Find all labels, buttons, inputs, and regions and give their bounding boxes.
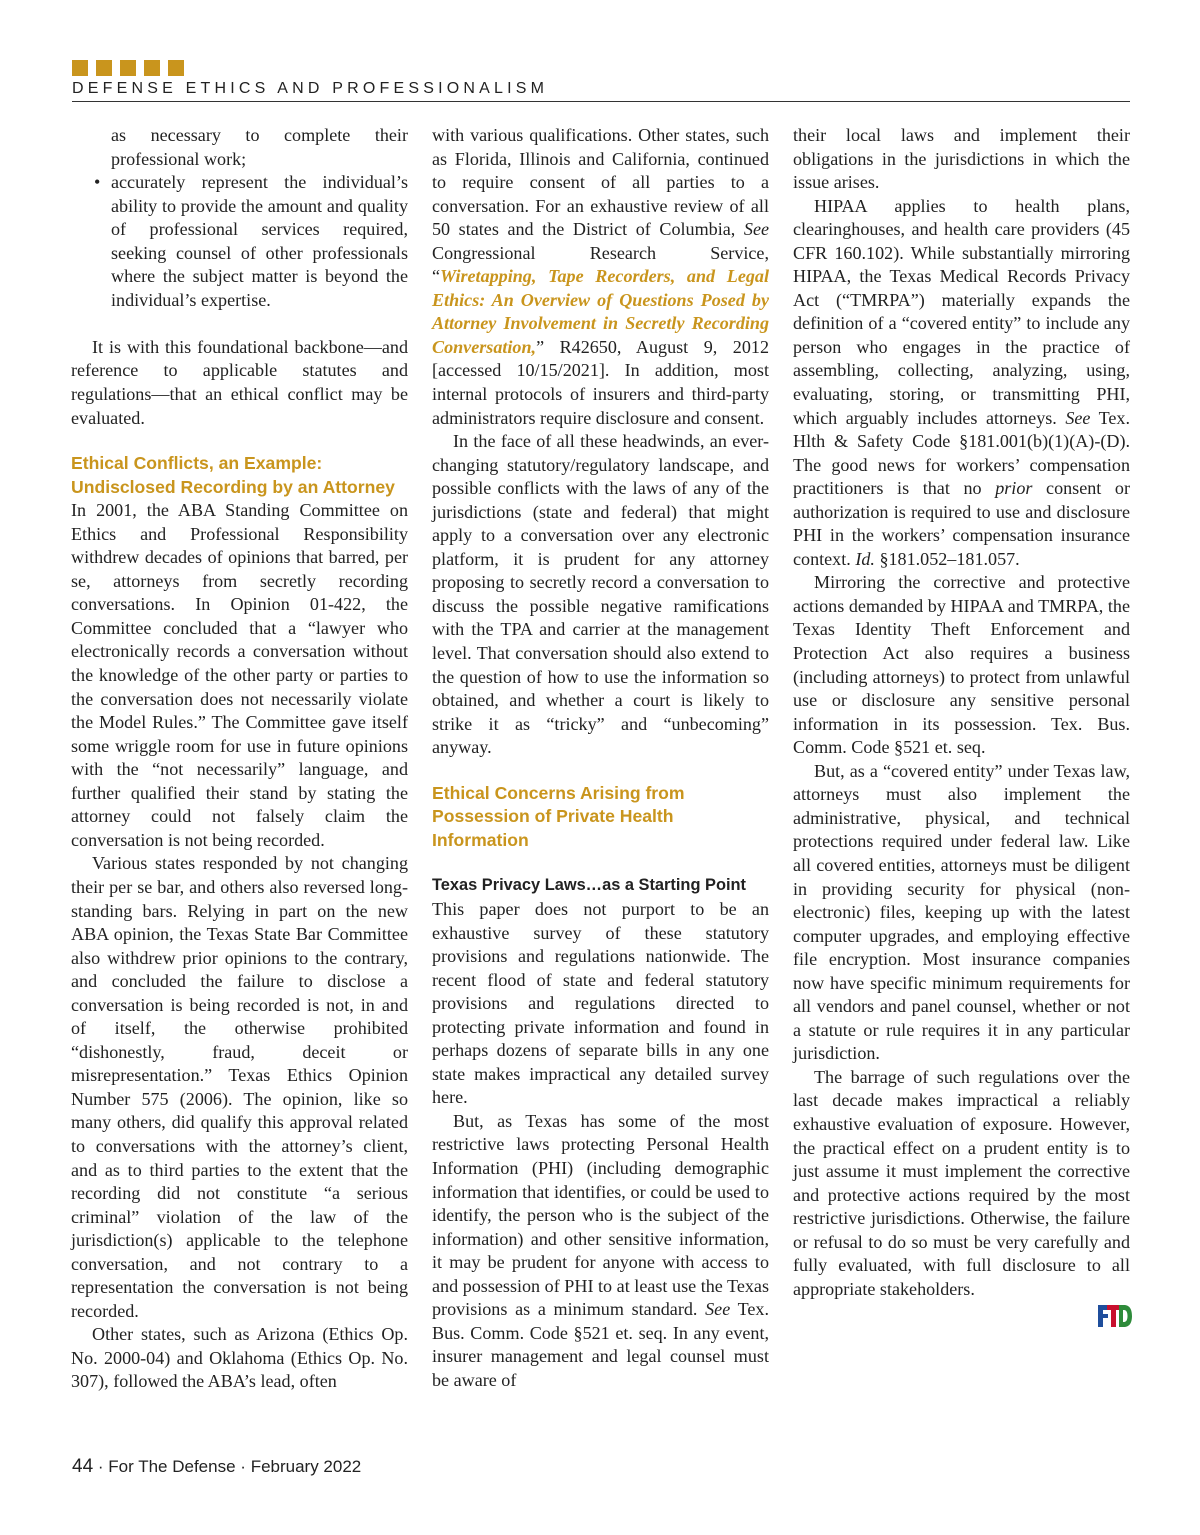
paragraph	[793, 195, 1130, 572]
crs-report-title: Wiretapping, Tape Recorders, and Legal Ethics: An Overview of Questions Posed by Attorney Involvement in Secretly Recording Conversation,	[432, 266, 769, 357]
paragraph: Various states responded by not changing their per se bar, and others also reversed long-standing bars. Relying in part on the new ABA opinion, the Texas State Bar Committee also withdrew prior opinions to the contrary, and concluded the failure to disclose a conversation is being recorded is not, in and of itself, the otherwise prohibited “dishonestly, fraud, deceit or misrepresentation.” Texas Ethics Opinion Number 575 (2006). The opinion, like so many others, did qualify this approval related to conversations with the attorney’s client, and as to third parties to the extent that the recording did not constitute “a serious criminal” violation of the law of the jurisdiction(s) applicable to the telephone conversation, and not contrary to a representation the conversation is not being recorded.	[71, 853, 408, 1321]
text-run: ” R42650, August 9, 2012 [accessed 10/15/2021]. In addition, most internal protocols of insurers and third-party administrators require disclosure and consent.	[432, 336, 769, 428]
subheading-texas: Texas Privacy Laws…as a Starting Point	[432, 876, 746, 895]
text-run: HIPAA applies to health plans, clearinghouses, and health care providers (45 CFR 160.102). While substantially mirroring HIPAA, the Texas Medical Records Privacy Act (“TMRPA”) materially expands the definition of a “covered entity” to include any person who engages in the practice of assembling, collecting, analyzing, using, evaluating, storing, or transmitting PHI, which arguably includes attorneys.	[793, 195, 1130, 428]
paragraph: This paper does not purport to be an exhaustive survey of these statutory provisions and regulations nationwide. The recent flood of state and federal statutory provisions and regulations directed to protecting private information and found in perhaps dozens of separate bills in any one state makes impractical any detailed survey here.	[432, 898, 769, 1108]
column-3	[793, 124, 1130, 1301]
header-square	[144, 60, 160, 76]
footer-separator: ·	[97, 1457, 104, 1476]
paragraph: It is with this foundational backbone—and reference to applicable statutes and regulations—that an ethical conflict may be evaluated.	[71, 336, 408, 428]
heading-line: Undisclosed Recording by an Attorney	[71, 476, 395, 497]
list-item-continuation: as necessary to complete their professional work;	[111, 125, 408, 169]
section-heading-conflicts	[71, 452, 408, 499]
column-2	[432, 124, 769, 1392]
paragraph: But, as a “covered entity” under Texas law, attorneys must also implement the administrative, physical, and technical protections required under federal law. Like all covered entities, attorneys must be diligent in providing security for physical (non-electronic) files, keeping up with the latest computer upgrades, and employing effective file encryption. Most insurance companies now have specific minimum requirements for all vendors and panel counsel, whether or not a statute or rule requires it in any particular jurisdiction.	[793, 760, 1130, 1064]
publication-name: For The Defense	[108, 1457, 236, 1476]
paragraph: The barrage of such regulations over the last decade makes impractical a reliably exhaustive evaluation of exposure. However, the practical effect on a prudent entity is to just assume it must implement the corrective and protective actions required by the most restrictive jurisdictions. Otherwise, the failure or refusal to do so must be very carefully and fully evaluated, with full disclosure to all appropriate stakeholders.	[793, 1066, 1130, 1299]
paragraph: their local laws and implement their obligations in the jurisdictions in which the issue arises.	[793, 125, 1130, 193]
section-heading-concerns: Ethical Concerns Arising from Possession of Private Health Information	[432, 782, 685, 850]
header-square	[168, 60, 184, 76]
text-run: But, as Texas has some of the most restrictive laws protecting Personal Health Information (PHI) (including demographic information that identifies, or could be used to identify, the person who is the subject of the information) and other sensitive information, it may be prudent for anyone with access to and possession of PHI to at least use the Texas provisions as a minimum standard.	[432, 1110, 769, 1320]
text-run: Congressional Research Service, “	[432, 242, 769, 287]
text-run: Tex. Bus. Comm. Code §521 et. seq. In any event, insurer management and legal counsel must be aware of	[432, 1299, 769, 1390]
text-run: §181.052–181.057.	[879, 548, 1020, 569]
footer-separator: ·	[240, 1457, 246, 1476]
column-1	[71, 124, 408, 1394]
paragraph: Mirroring the corrective and protective actions demanded by HIPAA and TMRPA, the Texas Identity Theft Enforcement and Protection Act also requires a business (including attorneys) to protect from unlawful use or disclosure any sensitive personal information in its possession. Tex. Bus. Comm. Code §521 et. seq.	[793, 572, 1130, 758]
header-squares	[72, 60, 184, 76]
ftd-logo	[1097, 1303, 1133, 1329]
paragraph	[432, 1110, 769, 1393]
text-run: Tex. Hlth & Safety Code §181.001(b)(1)(A)-(D). The good news for workers’ compensation practitioners is that no	[793, 407, 1130, 499]
italic-prior: prior	[995, 478, 1033, 499]
paragraph: Other states, such as Arizona (Ethics Op. No. 2000-04) and Oklahoma (Ethics Op. No. 307), followed the ABA’s lead, often	[71, 1324, 408, 1392]
list-item: • accurately represent the individual’s ability to provide the amount and quality of professional services required, seeking counsel of other professionals where the subject matter is beyond the individual’s expertise.	[111, 171, 408, 312]
heading-line: Ethical Conflicts, an Example:	[71, 453, 323, 474]
header-square	[72, 60, 88, 76]
paragraph: In the face of all these headwinds, an ever-changing statutory/regulatory landscape, and possible conflicts with the laws of any of the jurisdictions (state and federal) that might apply to a conversation over any electronic platform, it is prudent for any attorney proposing to secretly record a conversation to discuss the possible negative ramifications with the TPA and carrier at the management level. That conversation should also extend to the question of how to use the information so obtained, and whether a court is likely to strike it as “tricky” and “unbecoming” anyway.	[432, 431, 769, 758]
paragraph: In 2001, the ABA Standing Committee on Ethics and Professional Responsibility withdrew decades of opinions that barred, per se, attorneys from secretly recording conversations. In Opinion 01-422, the Committee concluded that a “lawyer who electronically records a conversation without the knowledge of the other party or parties to the conversation does not necessarily violate the Model Rules.” The Committee gave itself some wriggle room for use in future opinions with the “not necessarily” language, and further qualified their stand by stating the attorney could not falsely claim the conversation is not being recorded.	[71, 500, 408, 850]
section-title: DEFENSE ETHICS AND PROFESSIONALISM	[72, 80, 549, 97]
page-footer	[72, 1456, 361, 1478]
header-square	[120, 60, 136, 76]
paragraph	[432, 124, 769, 430]
page-number: 44	[72, 1456, 94, 1477]
italic-see: See	[743, 219, 769, 240]
bullet-list	[71, 124, 408, 312]
text-run: consent or authorization is required to use and disclosure PHI in the workers’ compensation insurance context.	[793, 478, 1131, 569]
italic-see: See	[705, 1299, 731, 1320]
italic-see: See	[1065, 407, 1091, 428]
italic-id: Id.	[855, 548, 875, 569]
issue-date: February 2022	[250, 1457, 362, 1476]
text-run: with various qualifications. Other states, such as Florida, Illinois and California, continued to require consent of all parties to a conversation. For an exhaustive review of all 50 states and the District of Columbia,	[432, 125, 769, 240]
header-rule	[72, 101, 1130, 102]
header-square	[96, 60, 112, 76]
